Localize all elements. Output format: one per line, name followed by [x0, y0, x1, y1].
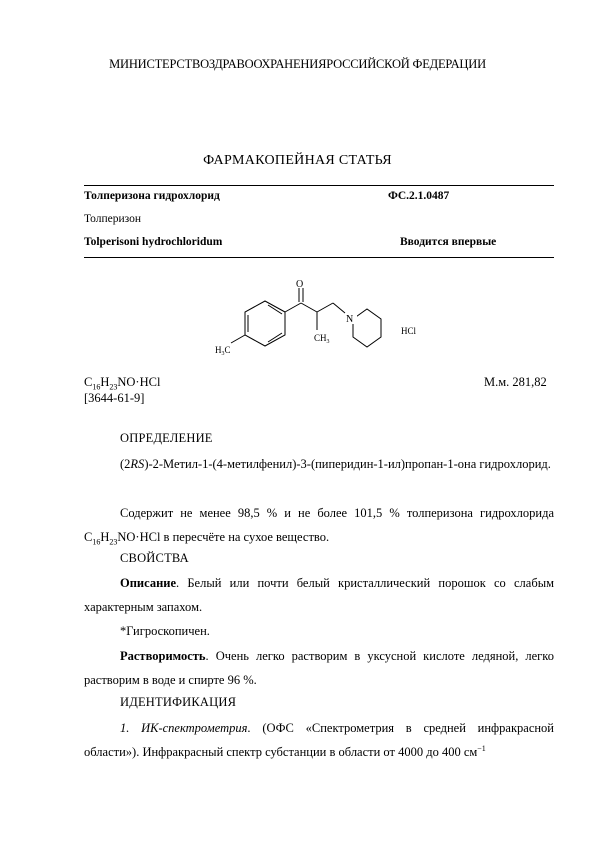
oxygen-label: O	[296, 279, 304, 290]
hcl-label: HCl	[401, 326, 417, 336]
definition-paragraph-1: (2RS)-2-Метил-1-(4-метилфенил)-3-(пиперидин-1-ил)пропан-1-она гидрохлорид.	[120, 457, 551, 471]
section-properties-title: СВОЙСТВА	[120, 551, 189, 565]
molecular-formula: $C_{16}H_{23}NO\cdot HCl$	[84, 375, 161, 392]
section-identification-title: ИДЕНТИФИКАЦИЯ	[120, 695, 237, 709]
header-rule-top	[84, 185, 554, 186]
solubility-paragraph: Растворимость. Очень легко растворим в уксусной кислоте ледяной, легко растворим в воде и спирте 96 %.	[84, 649, 554, 687]
definition-paragraph-2: Содержит не менее 98,5 % и не более 101,5 % толперизона гидрохлорида $C_{16}H_{23}NO\cdot HCl$ в пересчёте на сухое вещество.	[84, 506, 554, 547]
ir-paragraph: 1. ИК-спектрометрия. (ОФС «Спектрометрия в средней инфракрасной области»). Инфракрасный спектр субстанции в области от 4000 до 400 $см^{-1}$	[84, 721, 554, 759]
substance-short-name: Толперизон	[84, 213, 142, 225]
article-heading: ФАРМАКОПЕЙНАЯ СТАТЬЯ	[203, 153, 392, 168]
article-status: Вводится впервые	[400, 236, 497, 248]
article-code: ФС.2.1.0487	[388, 190, 450, 202]
substance-name-lat: Tolperisoni hydrochloridum	[84, 236, 223, 248]
header-rule-bottom	[84, 257, 554, 258]
molecular-mass: М.м. 281,82	[484, 375, 547, 389]
description-paragraph: Описание. Белый или почти белый кристаллический порошок со слабым характерным запахом.	[84, 576, 554, 614]
ministry-title: МИНИСТЕРСТВОЗДРАВООХРАНЕНИЯРОССИЙСКОЙ ФЕДЕРАЦИИ	[109, 57, 486, 71]
hygroscopic-note: *Гигроскопичен.	[120, 624, 210, 638]
section-definition-title: ОПРЕДЕЛЕНИЕ	[120, 431, 213, 445]
structural-formula	[205, 275, 445, 370]
ring-methyl-label: $H_3C$	[215, 345, 231, 357]
substance-name-ru: Толперизона гидрохлорид	[84, 190, 220, 202]
cas-number: [3644-61-9]	[84, 391, 145, 405]
nitrogen-label: N	[346, 314, 354, 325]
methyl-label: $CH_3$	[314, 333, 330, 345]
